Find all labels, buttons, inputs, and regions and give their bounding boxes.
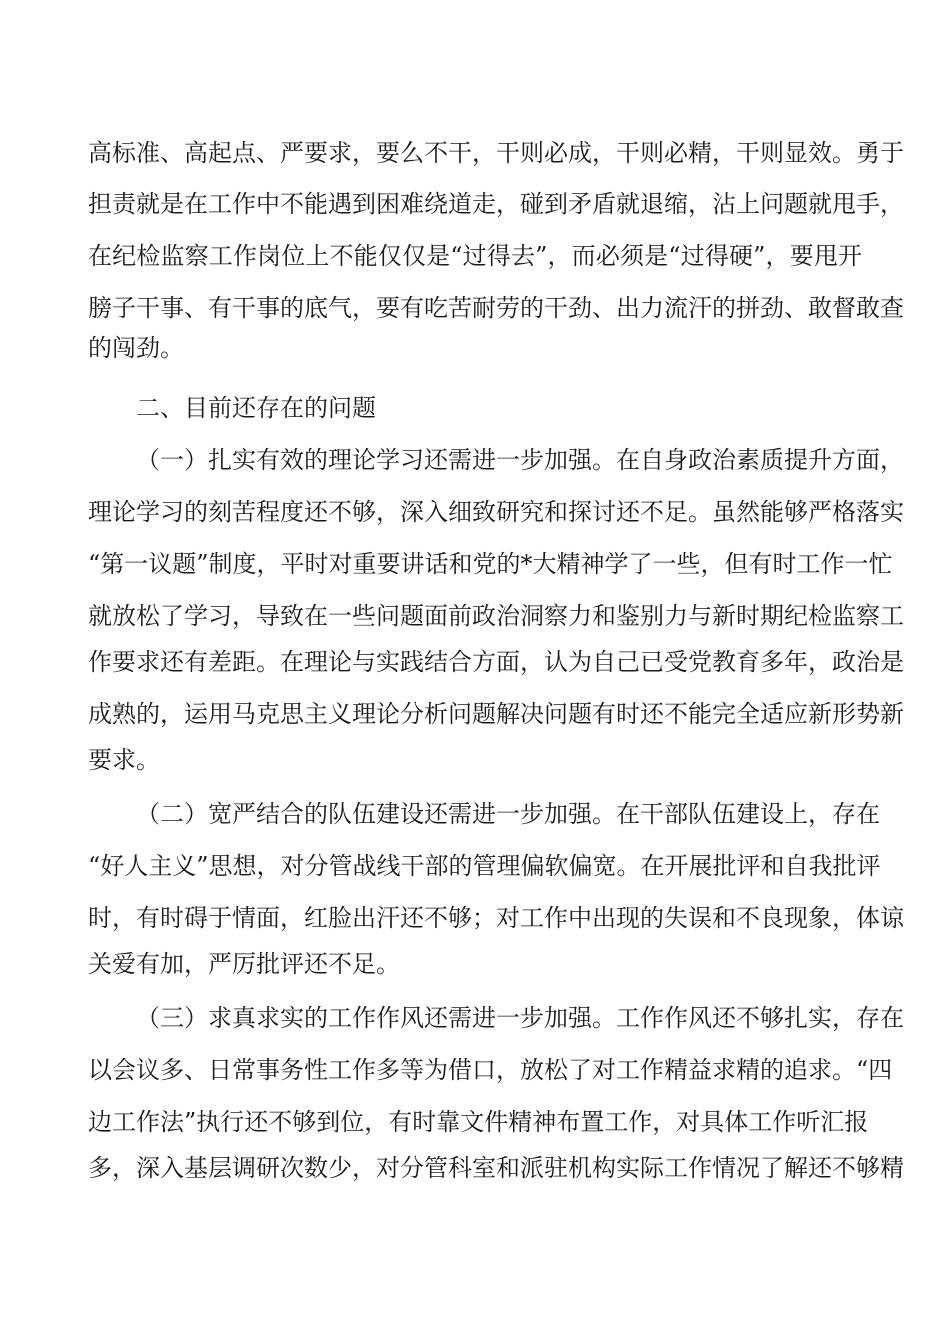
- paragraph-first-line: （二）宽严结合的队伍建设还需进一步加强。在干部队伍建设上，存在: [136, 800, 880, 828]
- text-line: 成熟的，运用马克思主义理论分析问题解决问题有时还不能完全适应新形势新: [88, 700, 904, 728]
- text-line: 膀子干事、有干事的底气，要有吃苦耐劳的干劲、出力流汗的拼劲、敢督敢查: [88, 294, 904, 322]
- text-line: “第一议题”制度，平时对重要讲话和党的*大精神学了一些，但有时工作一忙: [88, 550, 893, 578]
- text-line: 高标准、高起点、严要求，要么不干，干则必成，干则必精，干则显效。勇于: [88, 139, 904, 167]
- text-line: 担责就是在工作中不能遇到困难绕道走，碰到矛盾就退缩，沾上问题就甩手，: [88, 190, 904, 218]
- section-heading: 二、目前还存在的问题: [136, 394, 376, 422]
- text-line: 以会议多、日常事务性工作多等为借口，放松了对工作精益求精的追求。“四: [88, 1056, 893, 1084]
- text-line: 的闯劲。: [88, 334, 184, 362]
- text-line: 作要求还有差距。在理论与实践结合方面，认为自己已受党教育多年，政治是: [88, 648, 904, 676]
- text-line: 就放松了学习，导致在一些问题面前政治洞察力和鉴别力与新时期纪检监察工: [88, 602, 904, 630]
- text-line: 多，深入基层调研次数少，对分管科室和派驻机构实际工作情况了解还不够精: [88, 1154, 904, 1182]
- text-line: “好人主义”思想，对分管战线干部的管理偏软偏宽。在开展批评和自我批评: [88, 852, 881, 880]
- text-line: 边工作法”执行还不够到位，有时靠文件精神布置工作，对具体工作听汇报: [88, 1108, 869, 1136]
- text-line: 关爱有加，严厉批评还不足。: [88, 950, 400, 978]
- paragraph-first-line: （一）扎实有效的理论学习还需进一步加强。在自身政治素质提升方面，: [136, 446, 904, 474]
- text-line: 要求。: [88, 746, 160, 774]
- paragraph-first-line: （三）求真求实的工作作风还需进一步加强。工作作风还不够扎实，存在: [136, 1004, 904, 1032]
- text-line: 在纪检监察工作岗位上不能仅仅是“过得去”，而必须是“过得硬”，要甩开: [88, 242, 862, 270]
- text-line: 理论学习的刻苦程度还不够，深入细致研究和探讨还不足。虽然能够严格落实: [88, 498, 904, 526]
- text-line: 时，有时碍于情面，红脸出汗还不够；对工作中出现的失误和不良现象，体谅: [88, 904, 904, 932]
